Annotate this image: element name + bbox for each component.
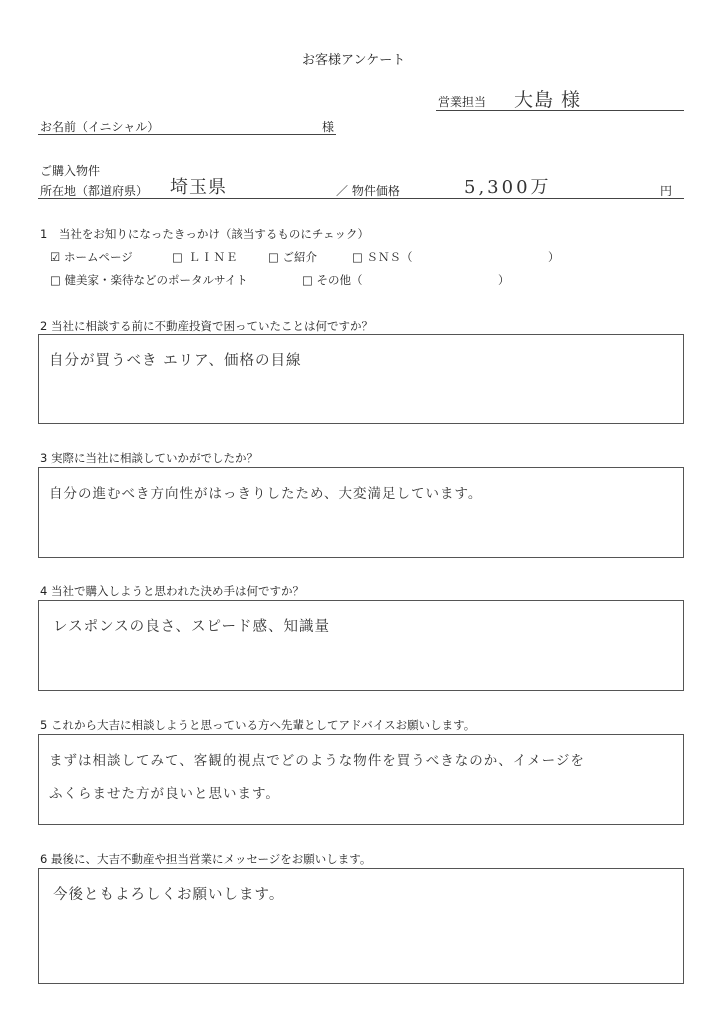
q1-text: 1 当社をお知りになったきっかけ（該当するものにチェック）: [40, 227, 369, 241]
price-unit: 円: [660, 184, 673, 198]
property-underline: [38, 198, 684, 199]
q1-option-other-close: ）: [498, 273, 510, 287]
name-suffix: 様: [322, 120, 335, 134]
q2-answer-box[interactable]: [38, 334, 684, 424]
q6-answer-line: 今後ともよろしくお願いします。: [53, 887, 285, 903]
property-heading: ご購入物件: [40, 164, 101, 178]
price-label: ／ 物件価格: [336, 184, 400, 198]
q1-option-referral[interactable]: □ ご紹介: [268, 250, 318, 264]
q3-text: 3 実際に当社に相談していかがでしたか？: [40, 451, 258, 465]
page-title: お客様アンケート: [302, 53, 406, 68]
sales-rep-value[interactable]: 大島 様: [514, 89, 582, 111]
q1-option-sns-close: ）: [548, 250, 560, 264]
name-label: お名前（イニシャル）: [40, 120, 160, 134]
price-value[interactable]: 5,300万: [464, 177, 552, 198]
q5-answer-line-2: ふくらませた方が良いと思います。: [49, 786, 280, 802]
q5-answer-line-1: まずは相談してみて、客観的視点でどのような物件を買うべきなのか、イメージを: [49, 753, 585, 769]
q1-option-line[interactable]: □ ＬＩＮＥ: [172, 250, 239, 264]
q2-text: 2 当社に相談する前に不動産投資で困っていたことは何ですか？: [40, 319, 373, 333]
q6-text: 6 最後に、大吉不動産や担当営業にメッセージをお願いします。: [40, 852, 372, 866]
q3-answer-line: 自分の進むべき方向性がはっきりしたため、大変満足しています。: [49, 486, 483, 502]
q1-option-homepage[interactable]: ☑ ホームページ: [50, 250, 133, 264]
q4-text: 4 当社で購入しようと思われた決め手は何ですか？: [40, 584, 304, 598]
location-label: 所在地（都道府県）: [40, 184, 149, 198]
sales-rep-underline: [436, 110, 684, 111]
q3-answer-box[interactable]: [38, 467, 684, 558]
q5-text: 5 これから大吉に相談しようと思っている方へ先輩としてアドバイスお願いします。: [40, 718, 476, 732]
q5-answer-box[interactable]: [38, 734, 684, 825]
q6-answer-box[interactable]: [38, 868, 684, 984]
q2-answer-line: 自分が買うべき エリア、価格の目線: [49, 353, 302, 369]
q1-option-sns[interactable]: □ ＳＮＳ（: [352, 250, 413, 264]
q1-option-other[interactable]: □ その他（: [302, 273, 363, 287]
location-value[interactable]: 埼玉県: [170, 177, 227, 198]
q1-option-portal[interactable]: □ 健美家・楽待などのポータルサイト: [50, 273, 248, 287]
q4-answer-box[interactable]: [38, 600, 684, 691]
sales-rep-label: 営業担当: [438, 95, 487, 109]
name-field[interactable]: [38, 134, 336, 135]
q4-answer-line: レスポンスの良さ、スピード感、知識量: [53, 619, 330, 635]
